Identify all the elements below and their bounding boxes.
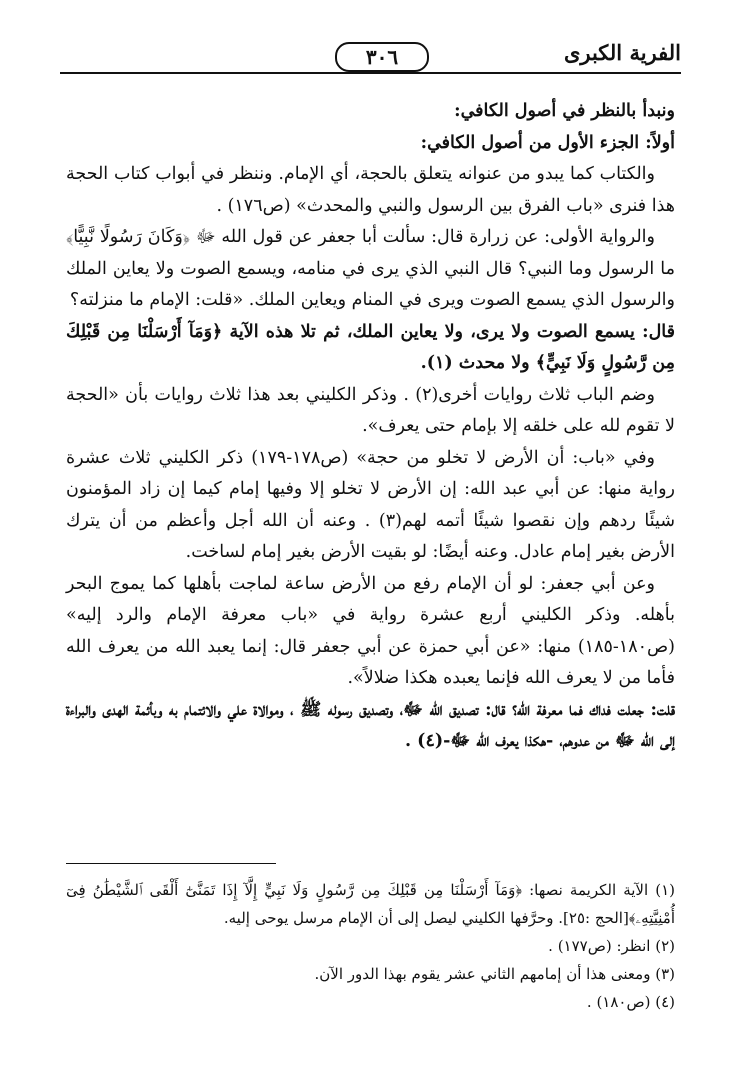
footnote-divider <box>66 863 276 864</box>
page-number: ٣٠٦ <box>335 42 429 72</box>
paragraph-intro: ونبدأ بالنظر في أصول الكافي: <box>454 101 675 121</box>
paragraph-bold: قال: يسمع الصوت ولا يرى، ولا يعاين الملك، ثم تلا هذه الآية ﴿وَمَآ أَرْسَلْنَا مِن قَبْلِكَ مِن رَّسُولٍ وَلَا نَبِيٍّ﴾ ولا محدث (١). <box>66 321 675 373</box>
footnotes <box>66 876 675 1016</box>
footnote: (٤) (ص١٨٠) . <box>586 993 675 1011</box>
paragraph: والرواية الأولى: عن زرارة قال: سألت أبا جعفر عن قول الله ﷻ ﴿وَكَانَ رَسُولًا نَّبِيًّا﴾ ما الرسول وما النبي؟ قال النبي الذي يرى في منامه، ويسمع الصوت ولا يعاين الملك والرسول الذي يسمع الصوت ويرى في المنام ويعاين الملك. «قلت: الإمام ما منزلته؟ <box>66 227 675 310</box>
running-title: الفرية الكبرى <box>563 40 681 65</box>
main-text <box>66 96 675 758</box>
page-header <box>60 38 681 74</box>
footnote: (١) الآية الكريمة نصها: ﴿وَمَآ أَرْسَلْنَا مِن قَبْلِكَ مِن رَّسُولٍ وَلَا نَبِيٍّ إِلَّآ إِذَا تَمَنَّىٰٓ أَلْقَى ٱلشَّيْطَٰنُ فِىٓ أُمْنِيَّتِهِۦ﴾[الحج :٢٥]. وحرَّفها الكليني ليصل إلى أن الإمام مرسل يوحى إليه. <box>66 881 675 927</box>
footnote: (٣) ومعنى هذا أن إمامهم الثاني عشر يقوم بهذا الدور الآن. <box>314 965 675 983</box>
paragraph: وعن أبي جعفر: لو أن الإمام رفع من الأرض ساعة لماجت بأهلها كما يموج البحر بأهله. وذكر الكليني أربع عشرة رواية في «باب معرفة الإمام والرد إليه» (ص١٨٠-١٨٥) منها: «عن أبي حمزة عن أبي جعفر قال: إنما يعبد الله من يعرف الله فأما من لا يعرف الله فإنما يعبده هكذا ضلالاً». <box>66 573 675 688</box>
paragraph: والكتاب كما يبدو من عنوانه يتعلق بالحجة، أي الإمام. وننظر في أبواب كتاب الحجة هذا فنرى «باب الفرق بين الرسول والنبي والمحدث» (ص١٧٦) . <box>66 164 675 216</box>
paragraph: وفي «باب: أن الأرض لا تخلو من حجة» (ص١٧٨-١٧٩) ذكر الكليني ثلاث عشرة رواية منها: عن أبي عبد الله: إن الأرض لا تخلو إلا وفيها إمام كيما إن زاد المؤمنون شيئًا ردهم وإن نقصوا شيئًا أتمه لهم(٣) . وعنه أن الله أجل وأعظم من أن يترك الأرض بغير إمام عادل. وعنه أيضًا: لو بقيت الأرض بغير إمام لساخت. <box>66 447 675 562</box>
header-divider <box>60 72 681 74</box>
section-heading: أولاً: الجزء الأول من أصول الكافي: <box>420 132 675 153</box>
footnote: (٢) انظر: (ص١٧٧) . <box>548 937 675 955</box>
paragraph-bold: قلت: جعلت فداك فما معرفة الله؟ قال: تصديق الله ﷻ، وتصديق رسوله ﷺ ، وموالاة علي والائتمام به وبأئمة الهدى والبراءة إلى الله ﷻ من عدوهم، -هكذا يعرف الله ﷻ-(٤) . <box>66 699 675 751</box>
paragraph: وضم الباب ثلاث روايات أخرى(٢) . وذكر الكليني بعد هذا ثلاث روايات بأن «الحجة لا تقوم لله على خلقه إلا بإمام حتى يعرف». <box>66 384 675 436</box>
